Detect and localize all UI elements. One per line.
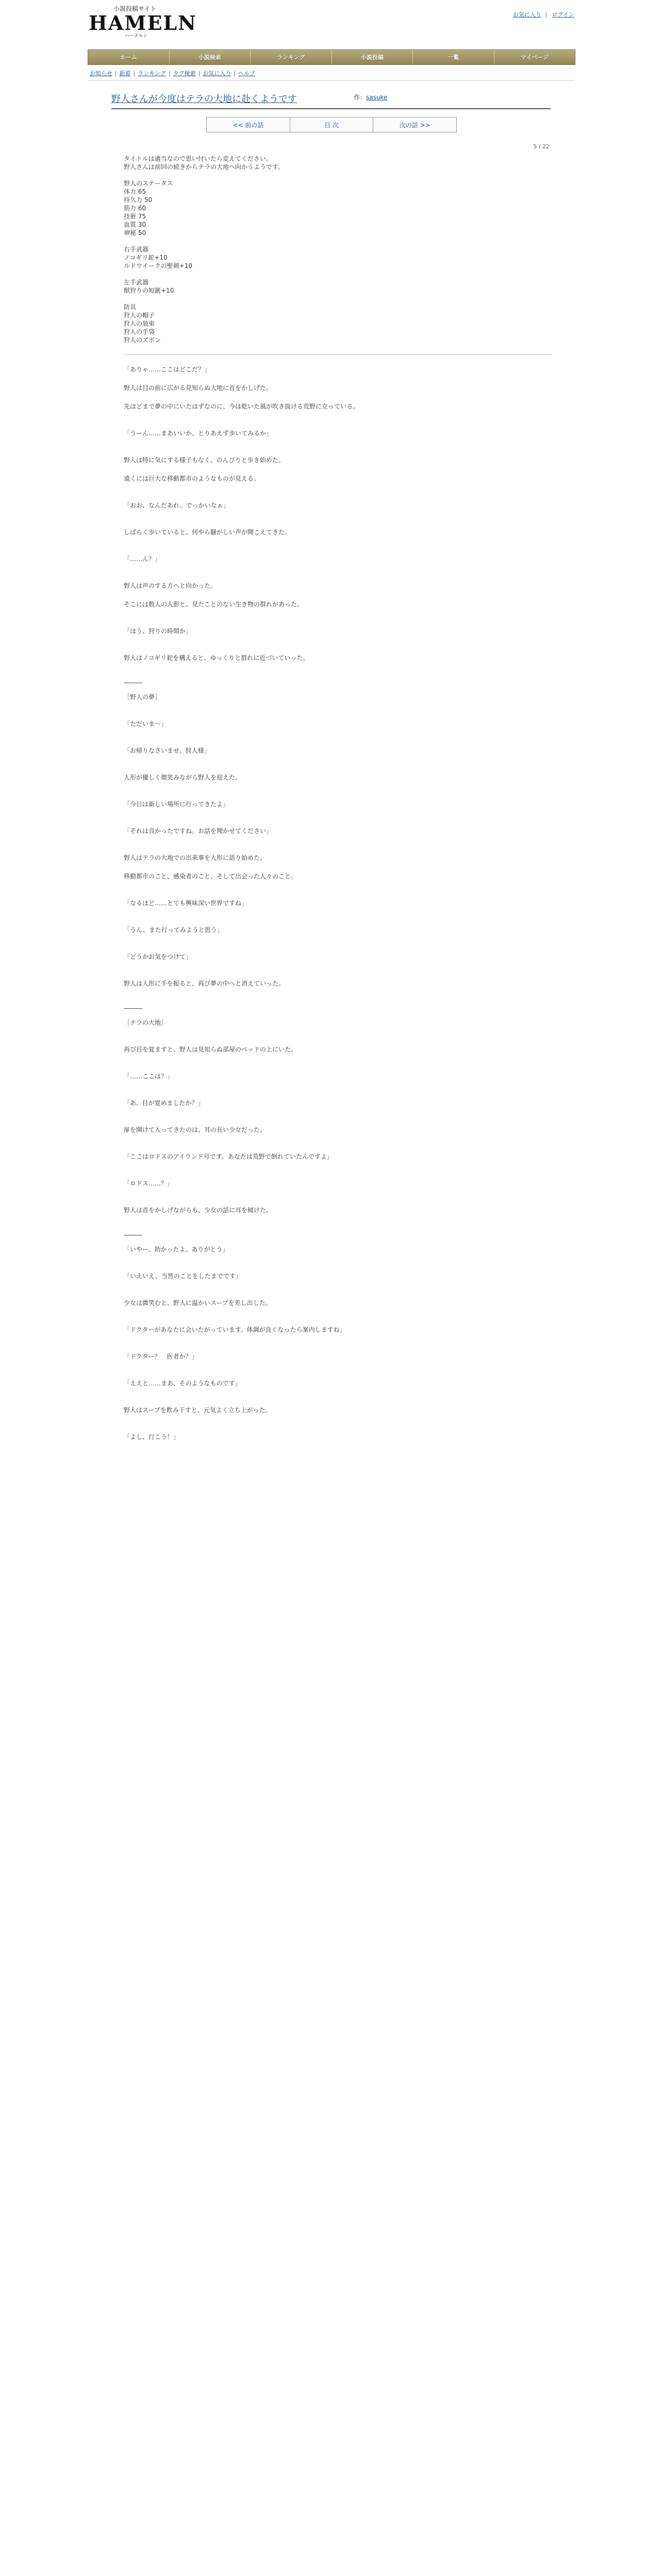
prev-chapter-link[interactable]: << 前の話 [207,117,290,132]
section-rule [124,354,552,355]
text-line [124,738,552,747]
text-line: 野人さんは前回の続きからテラの大地へ向かうようです。 [124,163,285,171]
subnav-divider: | [114,70,117,77]
line-spacer [124,1253,552,1264]
text-line: 「今日は新しい場所に行ってきたよ」 [124,801,229,808]
line-spacer [124,862,552,872]
author-link[interactable]: sasuke [366,94,388,101]
text-line: ルドウイークの聖剣+10 [124,262,192,269]
text-line [124,646,552,654]
text-line [124,1425,552,1433]
scene-separator: ――― [124,1005,142,1012]
line-spacer [124,1334,552,1344]
text-line: 「うん、また行ってみようと思う」 [124,926,223,934]
story-section-3 [124,1019,552,1225]
line-spacer [124,1361,552,1371]
text-line: 「ありゃ……ここはどこだ？」 [124,366,211,373]
right-weapon-heading: 右手武器 [124,246,149,253]
text-line [124,573,552,582]
line-spacer [124,701,552,711]
status-list [124,188,552,237]
nav-item-list[interactable]: 一覧 [413,50,494,64]
text-line: 「どうかお気をつけて」 [124,953,192,960]
text-line: 野人はテラの大地での出来事を人形に語り始めた。 [124,854,267,861]
text-line [124,1064,552,1072]
text-line: 「ほう、狩りの時間か」 [124,628,192,635]
line-spacer [124,782,552,792]
text-line [124,711,552,720]
line-spacer [124,392,552,402]
text-line [124,1144,552,1153]
text-line [124,1171,552,1179]
title-divider [111,108,551,109]
table-of-contents-link[interactable]: 目 次 [290,117,374,132]
text-line: 獣狩りの短銃+10 [124,287,174,294]
story-section-1 [124,365,552,672]
text-line: 遠くには巨大な移動都市のようなものが見える。 [124,475,260,482]
intro-block [124,155,552,171]
line-spacer [124,1134,552,1144]
header-link-favorites[interactable]: お気に入り [512,11,541,18]
line-spacer [124,1107,552,1117]
line-spacer [124,961,552,971]
nav-item-post[interactable]: 小説投稿 [332,50,413,64]
text-line [124,493,552,501]
line-spacer [124,934,552,944]
line-spacer [124,880,552,891]
text-line: 移動都市のこと、感染者のこと、そして出会った人々のこと。 [124,873,297,880]
nav-item-mypage[interactable]: マイページ [520,54,549,61]
subnav-link-news[interactable]: お知らせ [90,70,112,77]
subnav-divider: | [133,70,136,77]
text-line: 「ええと……まあ、そのようなものです」 [124,1380,241,1387]
text-line [124,891,552,899]
text-line: 扉を開けて入ってきたのは、耳の長い少女だった。 [124,1126,267,1133]
line-spacer [124,1414,552,1425]
text-line [124,1398,552,1406]
spacer [124,237,552,245]
text-line: 狩人の帽子 [124,312,155,319]
chapter-pager [206,117,457,132]
text-line [124,1198,552,1206]
next-chapter-link[interactable]: 次の話 >> [373,117,456,132]
text-line: 「ここはロドスのアイランド号です。あなたは荒野で倒れていたんですよ」 [124,1153,333,1160]
header-link-login[interactable]: ログイン [552,11,574,18]
subnav-link-favorites[interactable]: お気に入り [203,70,231,77]
left-weapon-list [124,286,552,295]
subnav-divider: | [234,70,236,77]
text-line: 野人は声のする方へと向かった。 [124,582,217,589]
nav-item-ranking[interactable]: ランキング [251,50,332,64]
text-line: 野人はノコギリ鉈を構えると、ゆっくりと群れに近づいていった。 [124,654,309,662]
text-line: しばらく歩いていると、何やら騒がしい声が聞こえてきた。 [124,529,291,536]
text-line [124,1291,552,1299]
text-line: 「いえいえ、当然のことをしたまでです」 [124,1273,242,1280]
text-line: 「ロドス……？」 [124,1180,173,1187]
text-line: 筋力 60 [124,205,146,212]
page-number: 5 / 22 [533,143,550,150]
text-line: 先ほどまで夢の中にいたはずなのに、今は乾いた風が吹き抜ける荒野に立っている。 [124,403,359,410]
text-line: 持久力 50 [124,196,153,204]
text-line [124,619,552,627]
text-line: 「うーん……まあいいか。とりあえず歩いてみるか」 [124,430,273,437]
line-spacer [124,835,552,845]
text-line [124,1117,552,1126]
subnav-link-tags[interactable]: タグ検索 [173,70,196,77]
line-spacer [124,1027,552,1037]
text-line: 狩人のズボン [124,336,161,344]
line-spacer [124,1307,552,1317]
line-spacer [124,1054,552,1064]
scene-separator: ――― [124,679,142,686]
text-line [124,1037,552,1045]
line-spacer [124,1280,552,1291]
subnav-link-new[interactable]: 新着 [119,70,131,77]
text-line: 野人は目の前に広がる見知らぬ大地に首をかしげた。 [124,384,273,392]
line-spacer [124,988,552,998]
text-line: 体力 65 [124,188,146,195]
line-spacer [124,510,552,520]
line-spacer [124,590,552,600]
subnav-divider: | [168,70,171,77]
story-section-2 [124,693,552,998]
text-line: 人形が優しく微笑みながら野人を迎えた。 [124,774,242,781]
line-spacer [124,536,552,547]
line-spacer [124,374,552,384]
subnav-divider: | [198,70,201,77]
line-spacer [124,907,552,918]
novel-title-row [111,92,550,107]
text-line: タイトルは適当なので思い付いたら変えてください。 [124,155,272,162]
header-link-separator: | [545,11,548,18]
logo-text: HAMELN [89,11,197,35]
text-line: 「ドクターがあなたに会いたがっています。体調が良くなったら案内しますね」 [124,1326,346,1333]
text-line [124,1264,552,1272]
text-line: 「なるほど……とても興味深い世界ですね」 [124,900,248,907]
line-spacer [124,563,552,573]
line-spacer [124,1387,552,1398]
text-line: 再び目を覚ますと、野人は見知らぬ部屋のベッドの上にいた。 [124,1046,297,1053]
text-line: 「あ、目が覚めましたか？」 [124,1099,204,1107]
line-spacer [124,1188,552,1198]
subnav-link-ranking[interactable]: ランキング [138,70,166,77]
text-line [124,547,552,555]
armor-list [124,311,552,344]
status-heading: 野人のステータス [124,180,173,187]
line-spacer [124,437,552,448]
text-line [124,1371,552,1379]
left-weapon-heading: 左手武器 [124,279,149,286]
line-spacer [124,483,552,493]
text-line: 血質 30 [124,221,146,228]
line-spacer [124,1161,552,1171]
text-line [124,845,552,854]
site-logo[interactable] [89,4,197,39]
text-line: 神秘 50 [124,229,146,236]
nav-item-home[interactable]: ホーム [88,50,170,64]
text-line [124,765,552,773]
line-spacer [124,755,552,765]
text-line [124,448,552,456]
text-line: 「おお、なんだあれ。でっかいなぁ」 [124,502,229,509]
author-prefix: 作： [354,94,367,101]
text-line: ［テラの大地］ [124,1019,168,1026]
novel-title[interactable]: 野人さんが今度はテラの大地に赴くようです [111,94,297,105]
line-spacer [124,464,552,474]
text-line: 「ドクター？ 医者か？」 [124,1353,198,1360]
text-line: 「いやー、助かったよ。ありがとう」 [124,1246,229,1253]
text-line: ［野人の夢］ [124,693,161,701]
logo-tagline: 小説投稿サイト [113,5,157,12]
armor-heading: 防具 [124,303,137,311]
text-line: 野人は特に気にする様子もなく、のんびりと歩き始めた。 [124,456,285,464]
text-line [124,971,552,979]
nav-item-search[interactable]: 小説検索 [170,50,251,64]
text-line [124,1344,552,1352]
spacer [124,270,552,278]
line-spacer [124,635,552,646]
text-line: 「ただいま〜」 [124,720,168,727]
text-line: 技術 75 [124,213,146,220]
line-spacer [124,728,552,738]
spacer [124,295,552,303]
text-line [124,918,552,926]
text-line: 「それは良かったですね。お話を聞かせてください」 [124,827,273,835]
text-line: 「……ここは？」 [124,1073,174,1080]
line-spacer [124,662,552,672]
scene-separator: ――― [124,1231,142,1239]
sub-nav [90,69,255,77]
logo-kana: ハーメルン [125,33,148,39]
text-line: 野人はスープを飲み干すと、元気よく立ち上がった。 [124,1406,272,1414]
text-line [124,819,552,827]
novel-author [354,93,387,101]
spacer [124,171,552,179]
line-spacer [124,1214,552,1225]
right-weapon-list [124,253,552,270]
text-line: そこには数人の人影と、見たことのない生き物の群れがあった。 [124,601,303,608]
text-line: ノコギリ鉈+10 [124,254,168,261]
text-line: 狩人の装束 [124,320,155,327]
text-line: 野人は人形に手を振ると、再び夢の中へと消えていった。 [124,980,285,987]
text-line: 狩人の手袋 [124,328,155,335]
text-line [124,421,552,429]
subnav-link-help[interactable]: ヘルプ [238,70,255,77]
text-line [124,520,552,528]
line-spacer [124,808,552,819]
line-spacer [124,1441,552,1451]
main-nav [88,49,575,65]
text-line [124,1317,552,1326]
chapter-body [124,155,552,1451]
text-line: 野人は首をかしげながらも、少女の話に耳を傾けた。 [124,1207,273,1214]
text-line [124,792,552,800]
text-line: 「お帰りなさいませ、狩人様」 [124,747,210,754]
text-line [124,944,552,953]
text-line: 「……ん？」 [124,555,161,563]
story-section-4 [124,1245,552,1451]
header-divider [88,80,574,81]
line-spacer [124,411,552,421]
header-links [510,10,574,19]
text-line: 少女は微笑むと、野人に温かいスープを差し出した。 [124,1299,272,1307]
line-spacer [124,1080,552,1091]
text-line [124,1091,552,1099]
text-line: 「よし、行こう！」 [124,1433,180,1440]
line-spacer [124,608,552,619]
site-header [0,0,662,46]
